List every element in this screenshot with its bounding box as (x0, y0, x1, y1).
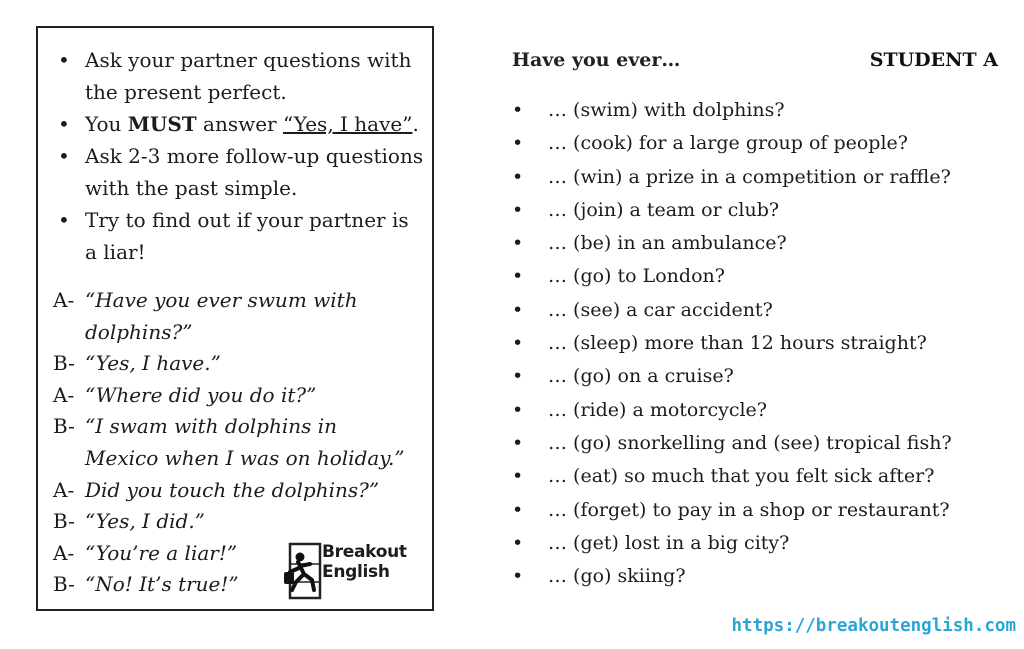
dialogue-text: “No! It’s true!” (85, 572, 239, 597)
dialogue-line (53, 475, 433, 507)
instruction-item (54, 140, 426, 204)
instruction-item (54, 44, 426, 108)
dialogue-text: “Where did you do it?” (85, 382, 317, 407)
question-item: • … (eat) so much that you felt sick after? (512, 460, 1002, 493)
dialogue-text: “I swam with dolphins in (85, 414, 338, 439)
dialogue-speaker: B- (53, 509, 75, 534)
instruction-prefix: You (85, 112, 128, 136)
instruction-underlined: “Yes, I have” (282, 112, 413, 136)
bullet-icon: • (58, 48, 70, 72)
logo-line: Breakout (322, 542, 407, 562)
dialogue-text: Did you touch the dolphins?” (85, 477, 380, 502)
dialogue-speaker: B- (53, 414, 75, 439)
dialogue-text: “Yes, I have.” (85, 351, 221, 376)
dialogue-line (53, 411, 433, 443)
student-label: STUDENT A (869, 49, 998, 71)
bullet-icon: • (58, 112, 70, 136)
question-list (512, 94, 1002, 593)
question-item: • … (cook) for a large group of people? (512, 127, 1002, 160)
question-item: • … (go) skiing? (512, 560, 1002, 593)
dialogue-speaker: A- (53, 382, 75, 407)
instruction-emphasis: MUST (127, 112, 197, 136)
question-item: • … (swim) with dolphins? (512, 94, 1002, 127)
instruction-text: Try to find out if your partner is a liar! (85, 208, 409, 264)
question-item: • … (ride) a motorcycle? (512, 394, 1002, 427)
dialogue-speaker: A- (53, 540, 75, 565)
logo-line: English (322, 562, 390, 582)
instruction-list (54, 44, 426, 268)
bullet-icon: • (58, 208, 70, 232)
question-item: • … (forget) to pay in a shop or restaurant? (512, 494, 1002, 527)
instruction-item (54, 108, 426, 140)
dialogue-line (53, 317, 433, 349)
dialogue-speaker: A- (53, 288, 75, 312)
section-title: Have you ever… (512, 49, 681, 71)
instruction-middle: answer (196, 112, 283, 136)
dialogue-line (53, 380, 433, 412)
dialogue-speaker: B- (53, 572, 75, 597)
logo-wordmark (322, 542, 407, 582)
question-item: • … (get) lost in a big city? (512, 527, 1002, 560)
question-item: • … (be) in an ambulance? (512, 227, 1002, 260)
dialogue-text: “Yes, I did.” (85, 509, 205, 534)
question-item: • … (sleep) more than 12 hours straight? (512, 327, 1002, 360)
dialogue-text: “Have you ever swum with (85, 288, 358, 312)
question-item: • … (win) a prize in a competition or raffle? (512, 161, 1002, 194)
question-item: • … (go) snorkelling and (see) tropical fish? (512, 427, 1002, 460)
dialogue-line (53, 443, 433, 475)
website-url: https://breakoutenglish.com (731, 616, 1016, 636)
question-item: • … (go) to London? (512, 260, 1002, 293)
dialogue-text: dolphins?” (85, 319, 193, 344)
question-item: • … (go) on a cruise? (512, 360, 1002, 393)
instruction-card (36, 26, 434, 611)
question-item: • … (join) a team or club? (512, 194, 1002, 227)
dialogue-speaker: A- (53, 477, 75, 502)
dialogue-speaker: B- (53, 351, 75, 376)
question-item: • … (see) a car accident? (512, 294, 1002, 327)
bullet-icon: • (58, 144, 70, 168)
dialogue-line (53, 348, 433, 380)
instruction-suffix: . (412, 112, 419, 136)
instruction-text: Ask 2-3 more follow-up questions with the past simple. (85, 144, 424, 200)
dialogue-line (53, 285, 433, 317)
instruction-item (54, 204, 426, 268)
dialogue-text: “You’re a liar!” (85, 540, 238, 565)
dialogue-line (53, 506, 433, 538)
instruction-text: Ask your partner questions with the present perfect. (85, 48, 412, 104)
running-figure-icon (284, 540, 324, 602)
breakout-english-logo (284, 540, 422, 602)
dialogue-text: Mexico when I was on holiday.” (85, 445, 405, 470)
